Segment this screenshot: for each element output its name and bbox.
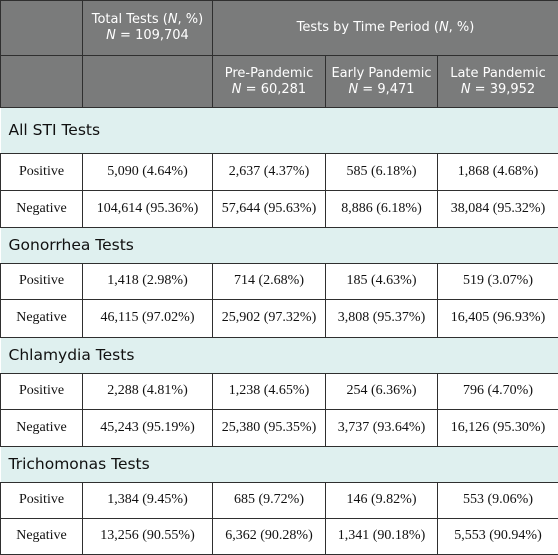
header-corner-cell-2 [1, 56, 83, 108]
row-label: Negative [1, 300, 83, 338]
cell-late-pandemic: 16,405 (96.93%) [438, 300, 558, 338]
table-row [1, 410, 558, 447]
cell-early-pandemic: 3,808 (95.37%) [326, 300, 438, 338]
header-period-pre-pandemic: Pre-Pandemic N = 60,281 [213, 56, 326, 108]
cell-late-pandemic: 553 (9.06%) [438, 483, 558, 519]
cell-early-pandemic: 585 (6.18%) [326, 154, 438, 191]
cell-total: 2,288 (4.81%) [83, 374, 213, 410]
cell-late-pandemic: 1,868 (4.68%) [438, 154, 558, 191]
header-corner-cell [1, 1, 83, 56]
cell-late-pandemic: 519 (3.07%) [438, 264, 558, 300]
section-trichomonas-tests [1, 447, 558, 483]
header-tests-by-period: Tests by Time Period (N, %) [213, 1, 558, 56]
cell-early-pandemic: 185 (4.63%) [326, 264, 438, 300]
cell-early-pandemic: 3,737 (93.64%) [326, 410, 438, 447]
cell-late-pandemic: 16,126 (95.30%) [438, 410, 558, 447]
row-label: Positive [1, 154, 83, 191]
cell-total: 46,115 (97.02%) [83, 300, 213, 338]
cell-early-pandemic: 8,886 (6.18%) [326, 191, 438, 228]
cell-pre-pandemic: 2,637 (4.37%) [213, 154, 326, 191]
header-period-early-pandemic: Early Pandemic N = 9,471 [326, 56, 438, 108]
cell-early-pandemic: 146 (9.82%) [326, 483, 438, 519]
row-label: Positive [1, 264, 83, 300]
cell-pre-pandemic: 25,380 (95.35%) [213, 410, 326, 447]
cell-pre-pandemic: 6,362 (90.28%) [213, 519, 326, 555]
table-row [1, 374, 558, 410]
cell-early-pandemic: 254 (6.36%) [326, 374, 438, 410]
header-total-empty [83, 56, 213, 108]
row-label: Negative [1, 410, 83, 447]
cell-total: 1,418 (2.98%) [83, 264, 213, 300]
table-row [1, 519, 558, 555]
cell-total: 45,243 (95.19%) [83, 410, 213, 447]
cell-pre-pandemic: 714 (2.68%) [213, 264, 326, 300]
cell-late-pandemic: 38,084 (95.32%) [438, 191, 558, 228]
section-title: Trichomonas Tests [1, 447, 558, 483]
cell-total: 104,614 (95.36%) [83, 191, 213, 228]
cell-pre-pandemic: 685 (9.72%) [213, 483, 326, 519]
table-row [1, 300, 558, 338]
header-row-1 [1, 1, 558, 56]
cell-total: 13,256 (90.55%) [83, 519, 213, 555]
row-label: Negative [1, 191, 83, 228]
section-title: Chlamydia Tests [1, 338, 558, 374]
row-label: Positive [1, 483, 83, 519]
cell-total: 5,090 (4.64%) [83, 154, 213, 191]
section-gonorrhea-tests [1, 228, 558, 264]
row-label: Positive [1, 374, 83, 410]
table-row [1, 483, 558, 519]
cell-pre-pandemic: 25,902 (97.32%) [213, 300, 326, 338]
row-label: Negative [1, 519, 83, 555]
section-chlamydia-tests [1, 338, 558, 374]
table-row [1, 191, 558, 228]
section-all-sti-tests [1, 108, 558, 154]
header-row-2 [1, 56, 558, 108]
header-total-tests [83, 1, 213, 56]
section-title: Gonorrhea Tests [1, 228, 558, 264]
cell-pre-pandemic: 1,238 (4.65%) [213, 374, 326, 410]
cell-total: 1,384 (9.45%) [83, 483, 213, 519]
cell-early-pandemic: 1,341 (90.18%) [326, 519, 438, 555]
total-tests-label: Total Tests (N, %) [92, 12, 204, 27]
cell-pre-pandemic: 57,644 (95.63%) [213, 191, 326, 228]
cell-late-pandemic: 5,553 (90.94%) [438, 519, 558, 555]
header-period-late-pandemic: Late Pandemic N = 39,952 [438, 56, 558, 108]
section-title: All STI Tests [1, 108, 558, 154]
cell-late-pandemic: 796 (4.70%) [438, 374, 558, 410]
table-row [1, 154, 558, 191]
table-row [1, 264, 558, 300]
total-tests-n: N = 109,704 [83, 28, 212, 44]
